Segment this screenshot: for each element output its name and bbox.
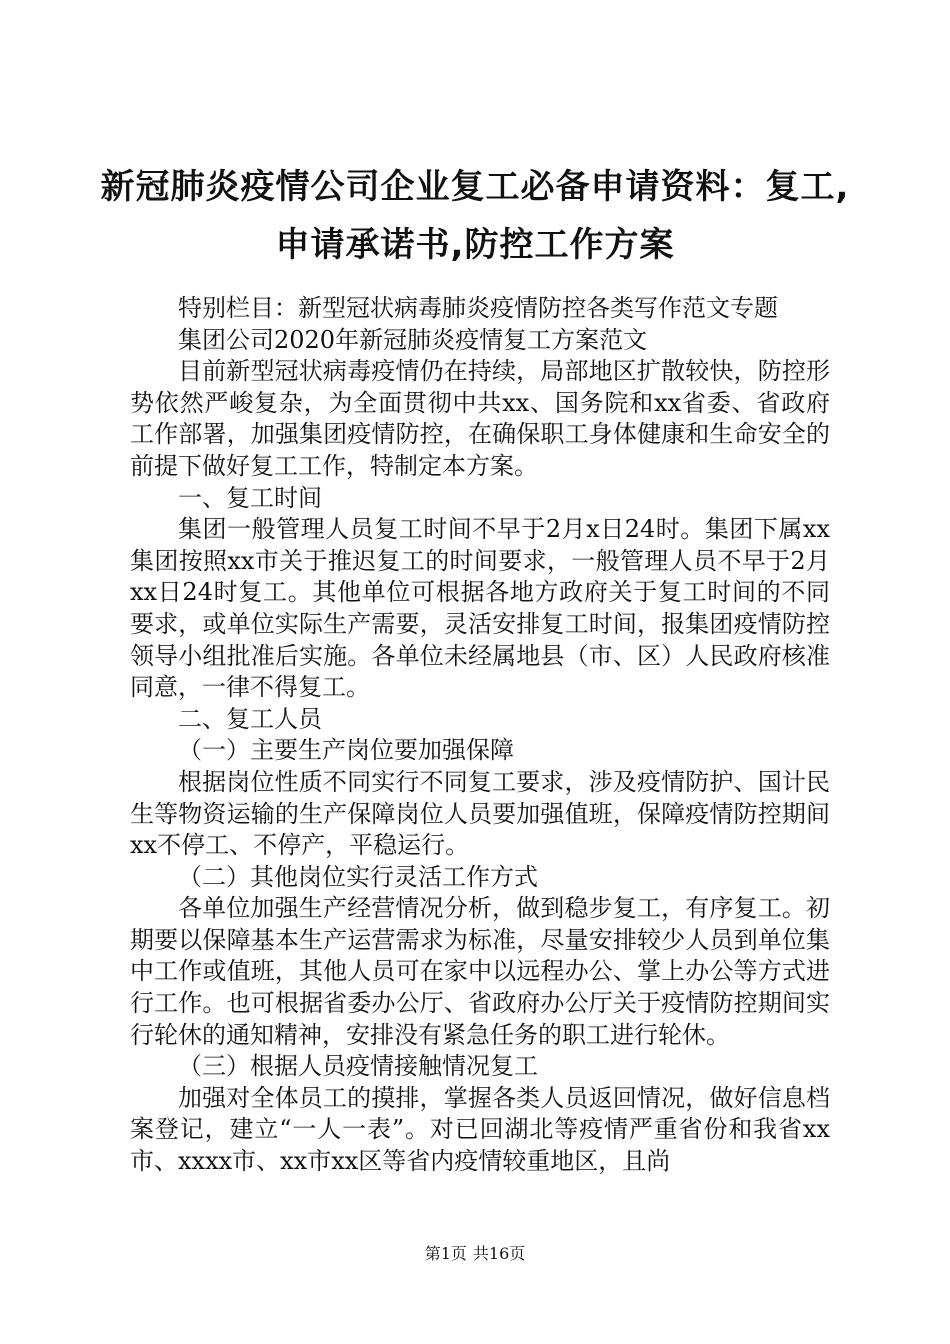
body-paragraph: 根据岗位性质不同实行不同复工要求，涉及疫情防护、国计民生等物资运输的生产保障岗位人员要加强值班，保障疫情防控期间xx不停工、不停产，平稳运行。 [130, 767, 830, 860]
subsection-heading: （二）其他岗位实行灵活工作方式 [178, 862, 538, 891]
page-footer [0, 1243, 950, 1265]
subtitle-line: 集团公司2020年新冠肺炎疫情复工方案范文 [178, 325, 648, 354]
body-paragraph: 集团一般管理人员复工时间不早于2月x日24时。集团下属xx集团按照xx市关于推迟复工的时间要求，一般管理人员不早于2月xx日24时复工。其他单位可根据各地方政府关于复工时间的不同要求，或单位实际生产需要，灵活安排复工时间，报集团疫情防控领导小组批准后实施。各单位未经属地县（市、区）人民政府核准同意，一律不得复工。 [130, 515, 830, 702]
body-paragraph: 加强对全体员工的摸排，掌握各类人员返回情况，做好信息档案登记，建立“一人一表”。对已回湖北等疫情严重省份和我省xx市、xxxx市、xx市xx区等省内疫情较重地区，且尚 [130, 1083, 830, 1176]
subsection-heading: （三）根据人员疫情接触情况复工 [178, 1052, 538, 1081]
body-paragraph: 各单位加强生产经营情况分析，做到稳步复工，有序复工。初期要以保障基本生产运营需求为标准，尽量安排较少人员到单位集中工作或值班，其他人员可在家中以远程办公、掌上办公等方式进行工作。也可根据省委办公厅、省政府办公厅关于疫情防控期间实行轮休的通知精神，安排没有紧急任务的职工进行轮休。 [130, 894, 830, 1049]
document-title: 新冠肺炎疫情公司企业复工必备申请资料：复工,申请承诺书,防控工作方案 [100, 167, 850, 265]
subsection-heading: （一）主要生产岗位要加强保障 [178, 736, 514, 765]
special-column-line: 特别栏目：新型冠状病毒肺炎疫情防控各类写作范文专题 [178, 294, 778, 322]
page-number: 第1页 [424, 1244, 467, 1263]
section-heading: 一、复工时间 [178, 483, 322, 512]
body-paragraph: 目前新型冠状病毒疫情仍在持续，局部地区扩散较快，防控形势依然严峻复杂，为全面贯彻中共xx、国务院和xx省委、省政府工作部署，加强集团疫情防控，在确保职工身体健康和生命安全的前提下做好复工工作，特制定本方案。 [130, 357, 830, 480]
page-total: 共16页 [472, 1244, 526, 1263]
document-body [130, 293, 830, 1178]
section-heading: 二、复工人员 [178, 704, 322, 733]
